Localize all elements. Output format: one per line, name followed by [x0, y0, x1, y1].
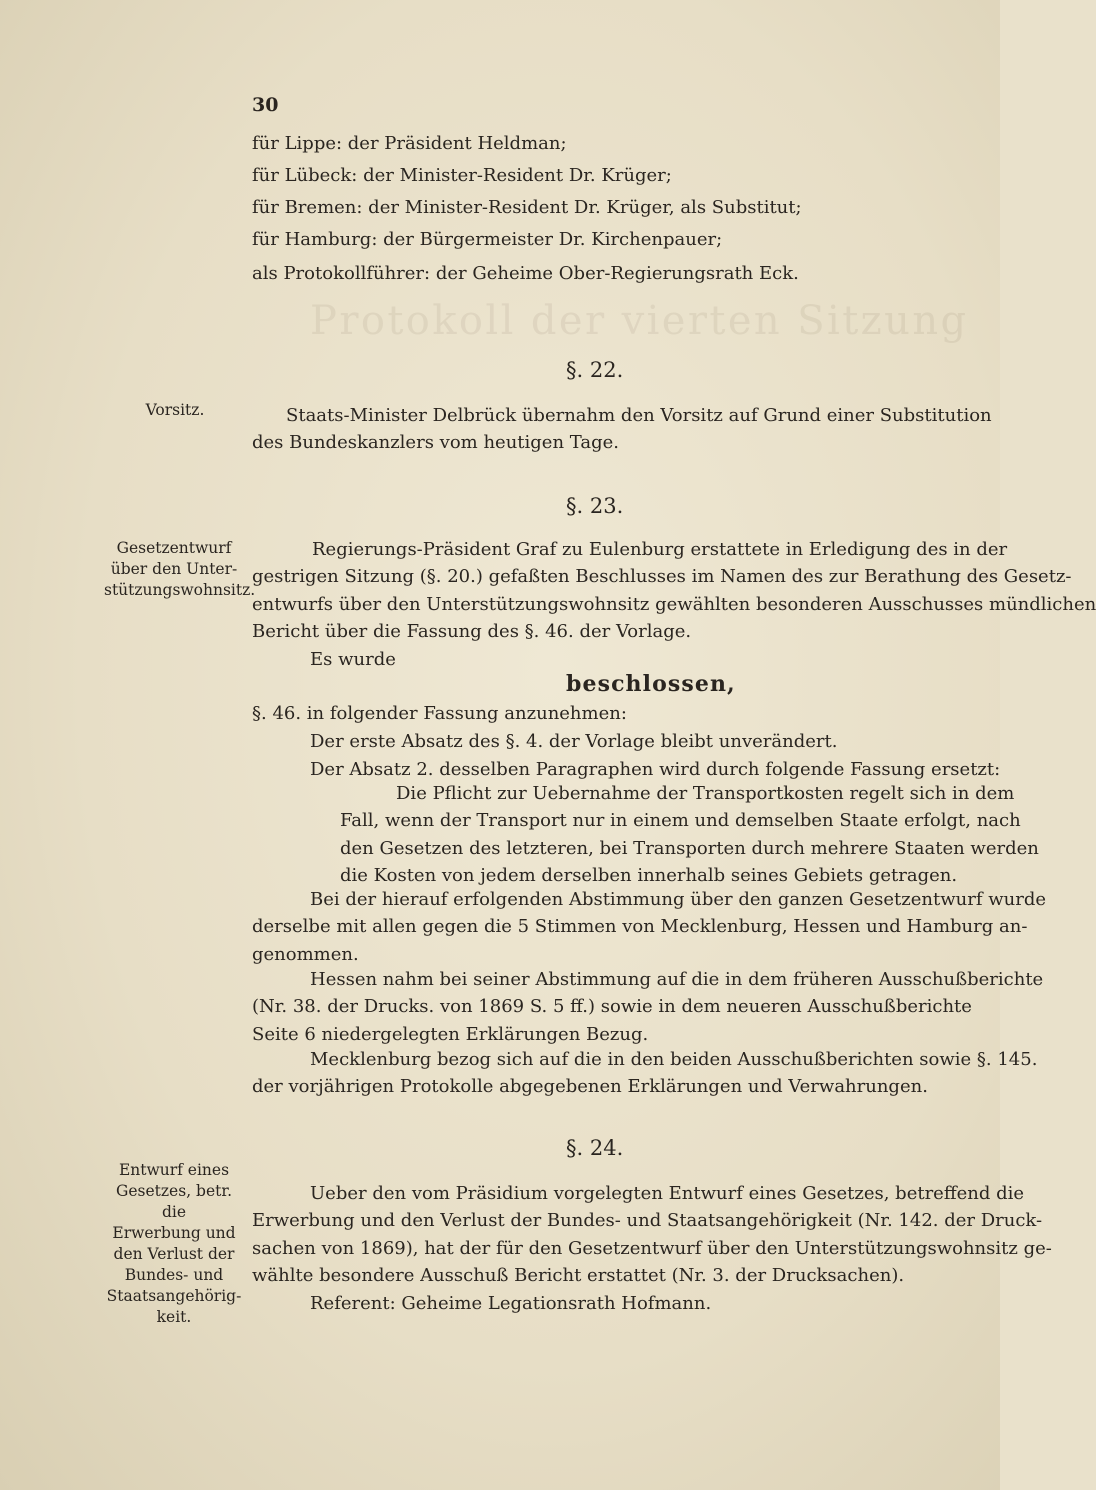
- attendee-line: für Hamburg: der Bürgermeister Dr. Kirchenpauer;: [252, 229, 723, 250]
- margin-note-line: Gesetzentwurf: [116, 539, 232, 557]
- margin-note-line: Bundes- und: [124, 1266, 224, 1284]
- text-line: Bericht über die Fassung des §. 46. der Vorlage.: [252, 621, 692, 643]
- text-line: Mecklenburg bezog sich auf die in den beiden Ausschußberichten sowie §. 145.: [310, 1049, 1038, 1070]
- vote-paragraph: [252, 886, 1047, 968]
- paragraph-23: [252, 536, 1096, 646]
- text-line: die Kosten von jedem derselben innerhalb seines Gebiets getragen.: [340, 865, 958, 887]
- text-line: den Gesetzen des letzteren, bei Transporten durch mehrere Staaten werden: [340, 837, 1039, 859]
- margin-note-line: Gesetzes, betr. die: [115, 1182, 232, 1221]
- margin-note-line: über den Unter-: [110, 560, 238, 578]
- margin-note-line: Entwurf eines: [118, 1161, 230, 1179]
- paragraph-24: [252, 1180, 1052, 1290]
- section-heading-24: §. 24.: [566, 1136, 624, 1160]
- quote-block: [340, 780, 1039, 890]
- text-line: entwurfs über den Unterstützungswohnsitz gewählten besonderen Ausschusses mündlichen: [252, 593, 1096, 615]
- text-line: Seite 6 niedergelegten Erklärungen Bezug.: [252, 1023, 649, 1045]
- margin-note-line: den Verlust der: [113, 1245, 235, 1263]
- es-wurde: Es wurde: [310, 649, 396, 670]
- margin-note-gesetzentwurf: [104, 538, 256, 601]
- beschlossen-heading: beschlossen,: [566, 671, 736, 697]
- text-line: (Nr. 38. der Drucks. von 1869 S. 5 ff.) sowie in dem neueren Ausschußberichte: [252, 996, 972, 1018]
- text-line: Die Pflicht zur Uebernahme der Transportkosten regelt sich in dem: [396, 783, 1015, 804]
- text-line: wählte besondere Ausschuß Bericht erstattet (Nr. 3. der Drucksachen).: [252, 1265, 905, 1287]
- text-line: Erwerbung und den Verlust der Bundes- und Staatsangehörigkeit (Nr. 142. der Druck-: [252, 1210, 1043, 1232]
- text-line: genommen.: [252, 943, 359, 965]
- text-line: derselbe mit allen gegen die 5 Stimmen von Mecklenburg, Hessen und Hamburg an-: [252, 916, 1028, 938]
- margin-note-line: Erwerbung und: [112, 1224, 236, 1242]
- s46-intro: §. 46. in folgender Fassung anzunehmen:: [252, 703, 627, 724]
- first-paragraph-note: Der erste Absatz des §. 4. der Vorlage bleibt unverändert.: [310, 731, 838, 752]
- text-line: Fall, wenn der Transport nur in einem und demselben Staate erfolgt, nach: [340, 810, 1021, 832]
- page-number: 30: [252, 94, 279, 116]
- attendee-line: für Bremen: der Minister-Resident Dr. Krüger, als Substitut;: [252, 197, 802, 218]
- attendee-line: für Lippe: der Präsident Heldman;: [252, 133, 567, 154]
- margin-note-vorsitz: Vorsitz.: [145, 401, 205, 419]
- text-line: gestrigen Sitzung (§. 20.) gefaßten Beschlusses im Namen des zur Berathung des Gesetz-: [252, 566, 1072, 588]
- margin-note-line: stützungswohnsitz.: [104, 581, 256, 599]
- margin-note-line: keit.: [156, 1308, 192, 1326]
- text-line: Hessen nahm bei seiner Abstimmung auf die in dem früheren Ausschußberichte: [310, 969, 1044, 990]
- bleed-through-text: Protokoll der vierten Sitzung: [310, 298, 969, 344]
- section-heading-23: §. 23.: [566, 494, 624, 518]
- hessen-paragraph: [252, 966, 1044, 1048]
- mecklenburg-paragraph: [252, 1046, 1038, 1101]
- text-line: des Bundeskanzlers vom heutigen Tage.: [252, 432, 619, 454]
- referent-line: Referent: Geheime Legationsrath Hofmann.: [310, 1293, 712, 1314]
- margin-note-line: Staatsangehörig-: [106, 1287, 242, 1305]
- text-line: Bei der hierauf erfolgenden Abstimmung über den ganzen Gesetzentwurf wurde: [310, 889, 1047, 910]
- text-line: der vorjährigen Protokolle abgegebenen Erklärungen und Verwahrungen.: [252, 1076, 928, 1098]
- text-line: Staats-Minister Delbrück übernahm den Vorsitz auf Grund einer Substitution: [286, 405, 992, 426]
- text-line: Ueber den vom Präsidium vorgelegten Entwurf eines Gesetzes, betreffend die: [310, 1183, 1025, 1204]
- section-heading-22: §. 22.: [566, 358, 624, 382]
- attendee-line: als Protokollführer: der Geheime Ober-Regierungsrath Eck.: [252, 263, 799, 284]
- second-paragraph-note: Der Absatz 2. desselben Paragraphen wird durch folgende Fassung ersetzt:: [310, 759, 1001, 780]
- margin-note-staatsangehoerigkeit: [104, 1160, 244, 1328]
- text-line: sachen von 1869), hat der für den Gesetzentwurf über den Unterstützungswohnsitz ge-: [252, 1237, 1052, 1259]
- paragraph-22: [252, 402, 992, 457]
- attendee-line: für Lübeck: der Minister-Resident Dr. Krüger;: [252, 165, 672, 186]
- text-line: Regierungs-Präsident Graf zu Eulenburg erstattete in Erledigung des in der: [312, 539, 1008, 560]
